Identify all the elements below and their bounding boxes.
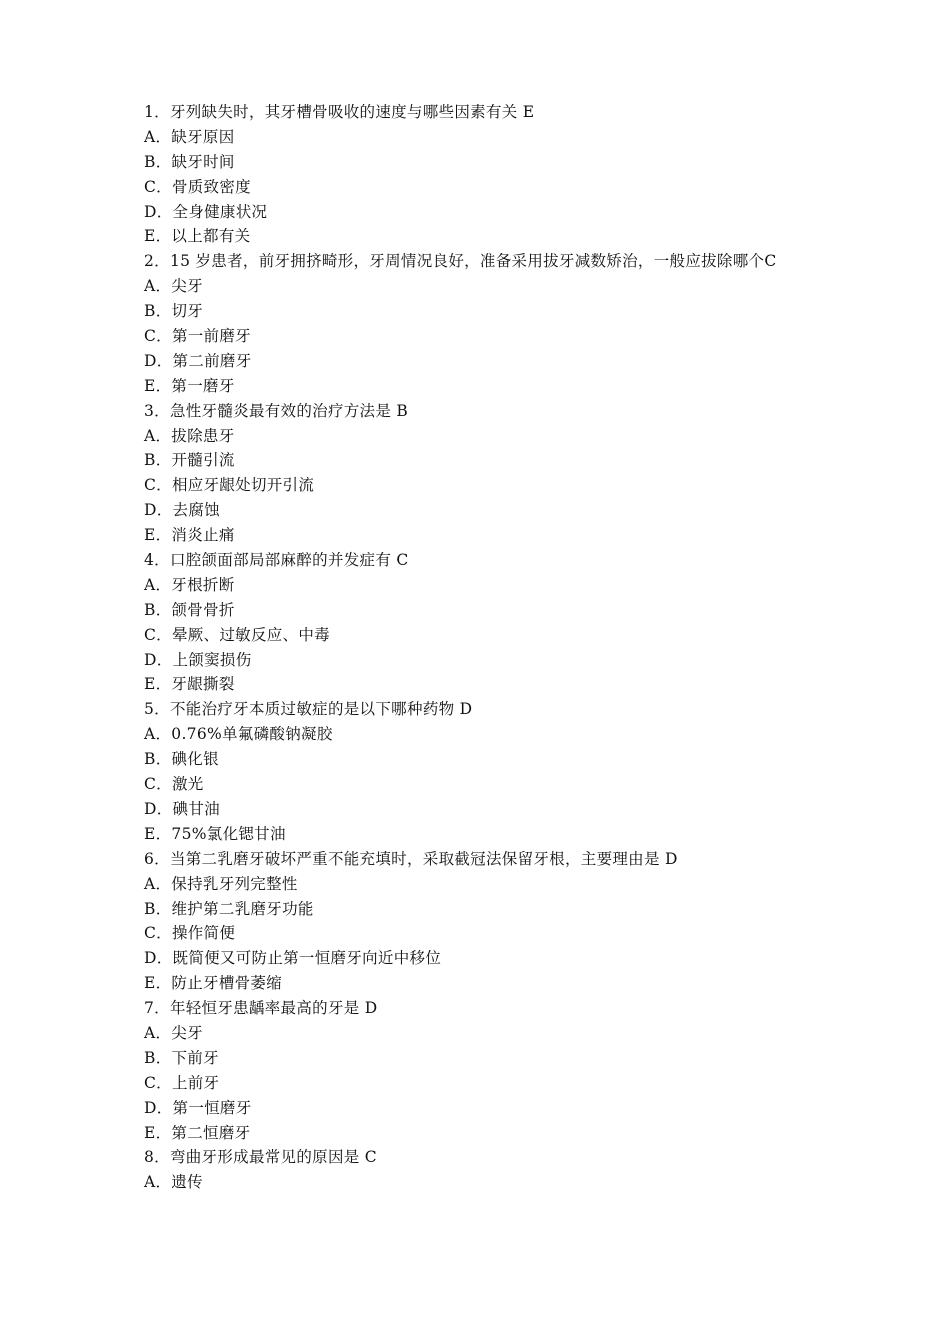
option-1b: B．缺牙时间 [144,152,235,171]
option-6c: C．操作简便 [144,924,236,943]
option-1a: A．缺牙原因 [144,127,235,146]
option-4b: B．颌骨骨折 [144,600,235,619]
question-3: 3．急性牙髓炎最有效的治疗方法是 B [144,401,409,420]
question-6: 6．当第二乳磨牙破坏严重不能充填时，采取截冠法保留牙根，主要理由是 D [144,849,678,868]
option-4e: E．牙龈撕裂 [144,675,235,694]
option-5c: C．激光 [144,775,204,794]
option-8a: A．遗传 [144,1173,203,1192]
option-3b: B．开髓引流 [144,451,235,470]
question-8: 8．弯曲牙形成最常见的原因是 C [144,1148,377,1167]
option-6e: E．防止牙槽骨萎缩 [144,974,283,993]
option-1e: E．以上都有关 [144,227,251,246]
option-6a: A．保持乳牙列完整性 [144,874,298,893]
question-1: 1．牙列缺失时，其牙槽骨吸收的速度与哪些因素有关 E [144,103,535,121]
option-4d: D．上颌窦损伤 [144,650,252,669]
option-5b: B．碘化银 [144,750,219,769]
option-5a: A．0.76%单氟磷酸钠凝胶 [144,725,333,744]
option-3a: A．拔除患牙 [144,426,235,445]
option-7c: C．上前牙 [144,1073,220,1092]
question-5: 5．不能治疗牙本质过敏症的是以下哪种药物 D [144,700,473,719]
option-1d: D．全身健康状况 [144,202,268,221]
option-7d: D．第一恒磨牙 [144,1098,252,1117]
question-2: 2．15 岁患者，前牙拥挤畸形，牙周情况良好，准备采用拔牙减数矫治，一般应拔除哪个C [144,252,777,271]
option-2a: A．尖牙 [144,277,203,296]
question-4: 4．口腔颌面部局部麻醉的并发症有 C [144,551,409,570]
option-3d: D．去腐蚀 [144,501,220,520]
option-7b: B．下前牙 [144,1048,219,1067]
option-4c: C．晕厥、过敏反应、中毒 [144,625,330,644]
option-7a: A．尖牙 [144,1023,203,1042]
option-7e: E．第二恒磨牙 [144,1123,251,1142]
option-2d: D．第二前磨牙 [144,351,252,370]
option-2c: C．第一前磨牙 [144,327,251,346]
option-3e: E．消炎止痛 [144,526,235,545]
option-2b: B．切牙 [144,302,204,321]
option-5d: D．碘甘油 [144,799,220,818]
document-page [144,100,844,1195]
option-1c: C．骨质致密度 [144,177,251,196]
option-2e: E．第一磨牙 [144,376,235,395]
option-6b: B．维护第二乳磨牙功能 [144,899,314,918]
option-6d: D．既简便又可防止第一恒磨牙向近中移位 [144,949,442,968]
option-3c: C．相应牙龈处切开引流 [144,476,315,495]
option-5e: E．75%氯化锶甘油 [144,824,286,843]
question-7: 7．年轻恒牙患龋率最高的牙是 D [144,999,378,1018]
option-4a: A．牙根折断 [144,575,235,594]
